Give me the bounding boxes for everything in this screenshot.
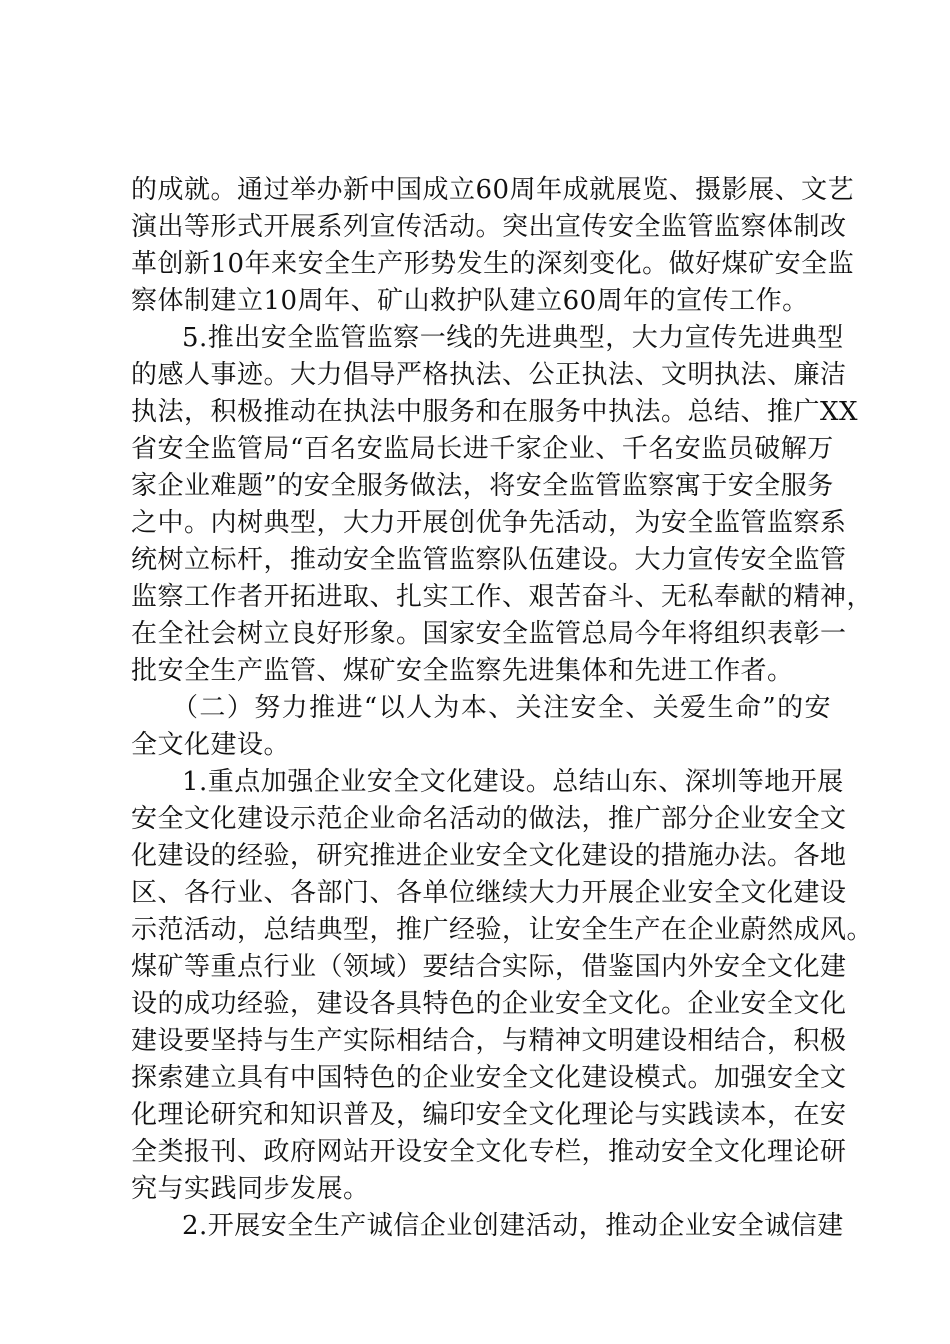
- paragraph-line: 建设要坚持与生产实际相结合，与精神文明建设相结合，积极: [131, 1026, 847, 1056]
- paragraph-line: 安全文化建设示范企业命名活动的做法，推广部分企业安全文: [131, 804, 847, 834]
- paragraph-line: 统树立标杆，推动安全监管监察队伍建设。大力宣传安全监管: [131, 545, 847, 575]
- paragraph-line: 5.推出安全监管监察一线的先进典型，大力宣传先进典型: [182, 323, 844, 353]
- paragraph-line: 执法，积极推动在执法中服务和在服务中执法。总结、推广XX: [131, 397, 859, 427]
- paragraph-line: 省安全监管局“百名安监局长进千家企业、千名安监员破解万: [131, 434, 834, 464]
- paragraph-line: 全类报刊、政府网站开设安全文化专栏，推动安全文化理论研: [131, 1137, 847, 1167]
- paragraph-line: 监察工作者开拓进取、扎实工作、艰苦奋斗、无私奉献的精神，: [131, 582, 874, 612]
- paragraph-line: 区、各行业、各部门、各单位继续大力开展企业安全文化建设: [131, 878, 847, 908]
- section-heading-line: 全文化建设。: [131, 730, 291, 760]
- paragraph-line: 煤矿等重点行业（领域）要结合实际，借鉴国内外安全文化建: [131, 952, 847, 982]
- paragraph-line: 家企业难题”的安全服务做法，将安全监管监察寓于安全服务: [131, 471, 834, 501]
- paragraph-line: 的成就。通过举办新中国成立60周年成就展览、摄影展、文艺: [131, 175, 855, 205]
- paragraph-line: 设的成功经验，建设各具特色的企业安全文化。企业安全文化: [131, 989, 847, 1019]
- paragraph-line: 的感人事迹。大力倡导严格执法、公正执法、文明执法、廉洁: [131, 360, 847, 390]
- paragraph-line: 1.重点加强企业安全文化建设。总结山东、深圳等地开展: [182, 767, 844, 797]
- paragraph-line: 化理论研究和知识普及，编印安全文化理论与实践读本，在安: [131, 1100, 847, 1130]
- paragraph-line: 究与实践同步发展。: [131, 1174, 370, 1204]
- paragraph-line: 2.开展安全生产诚信企业创建活动，推动企业安全诚信建: [182, 1211, 844, 1241]
- paragraph-line: 革创新10年来安全生产形势发生的深刻变化。做好煤矿安全监: [131, 249, 855, 279]
- paragraph-line: 探索建立具有中国特色的企业安全文化建设模式。加强安全文: [131, 1063, 847, 1093]
- paragraph-line: 察体制建立10周年、矿山救护队建立60周年的宣传工作。: [131, 286, 809, 316]
- paragraph-line: 示范活动，总结典型，推广经验，让安全生产在企业蔚然成风。: [131, 915, 874, 945]
- paragraph-line: 之中。内树典型，大力开展创优争先活动，为安全监管监察系: [131, 508, 847, 538]
- paragraph-line: 化建设的经验，研究推进企业安全文化建设的措施办法。各地: [131, 841, 847, 871]
- paragraph-line: 批安全生产监管、煤矿安全监察先进集体和先进工作者。: [131, 656, 794, 686]
- paragraph-line: 在全社会树立良好形象。国家安全监管总局今年将组织表彰一: [131, 619, 847, 649]
- paragraph-line: 演出等形式开展系列宣传活动。突出宣传安全监管监察体制改: [131, 212, 847, 242]
- section-heading-line: （二）努力推进“以人为本、关注安全、关爱生命”的安: [172, 693, 831, 723]
